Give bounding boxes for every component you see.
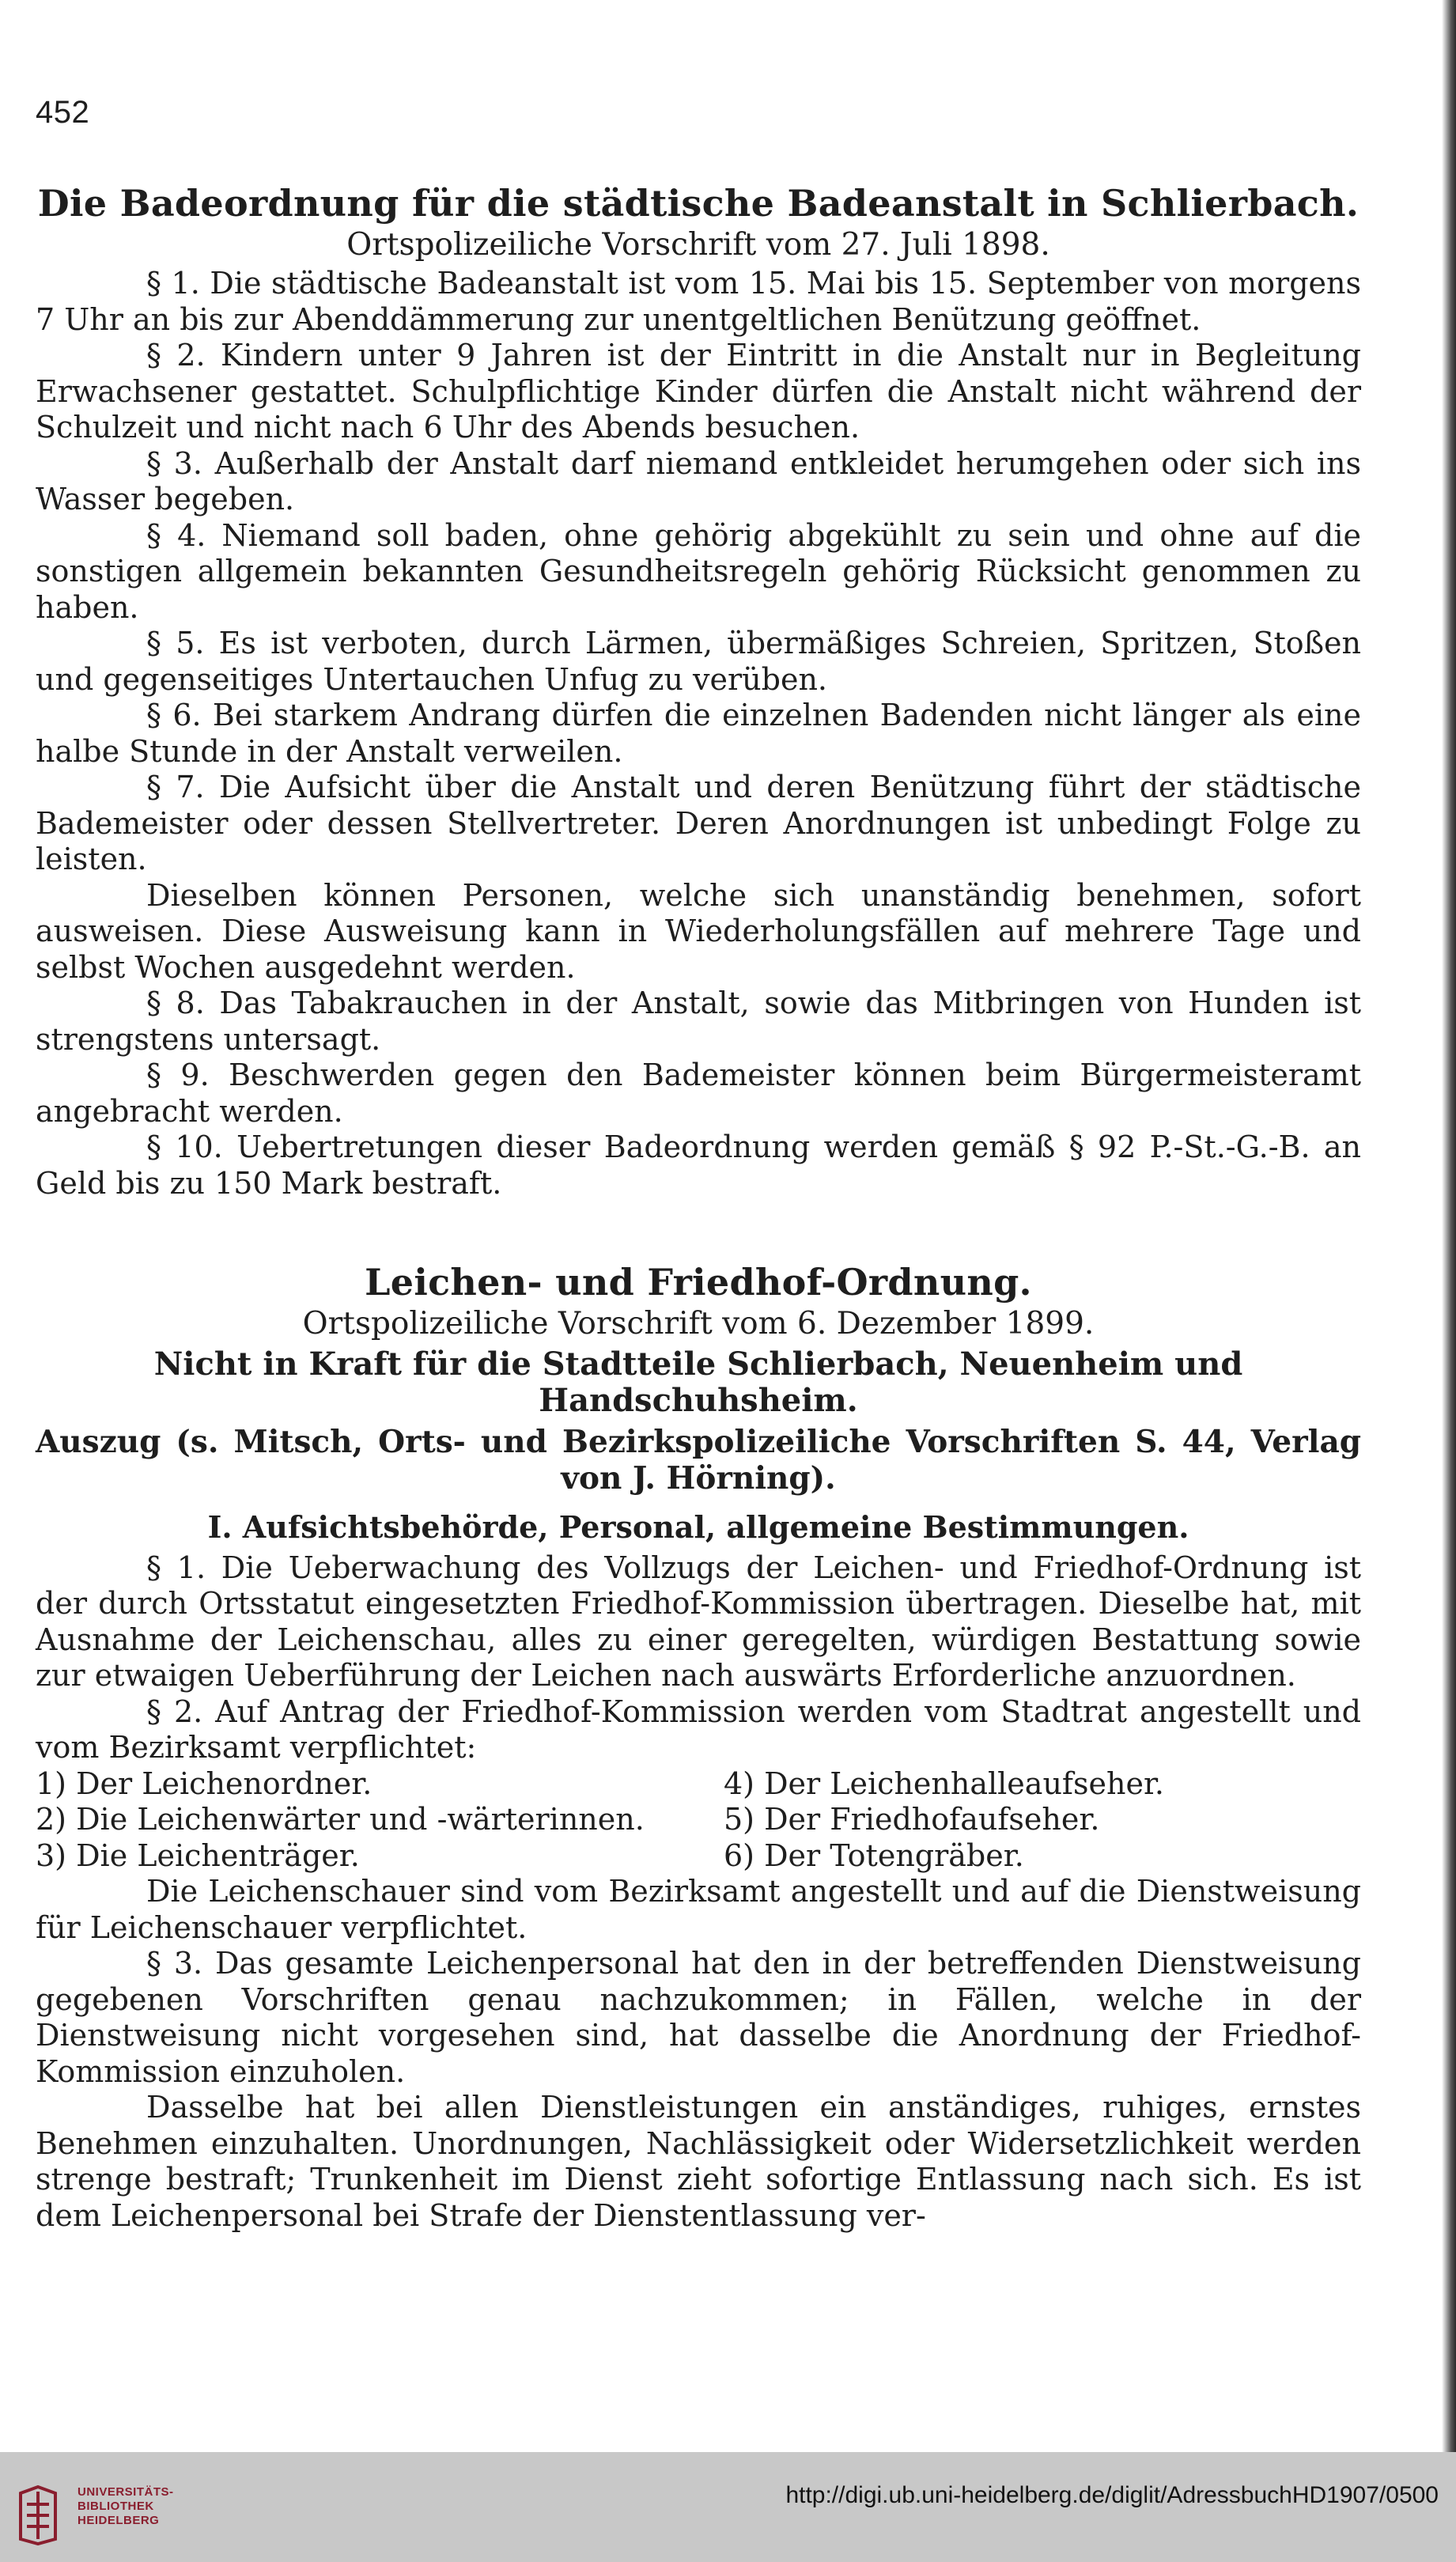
paragraph: § 4. Niemand soll baden, ohne gehörig abgekühlt zu sein und ohne auf die sonstigen allgemein bekannten Gesundheitsregeln gehörig Rücksicht genommen zu haben. [36, 517, 1361, 625]
library-name-line: UNIVERSITÄTS- [78, 2485, 174, 2499]
library-name [78, 2485, 174, 2528]
paragraph: § 5. Es ist verboten, durch Lärmen, übermäßiges Schreien, Spritzen, Stoßen und gegenseitiges Untertauchen Unfug zu verüben. [36, 626, 1361, 697]
library-name-line: HEIDELBERG [78, 2514, 160, 2527]
friedhofordnung-title: Leichen- und Friedhof-Ordnung. [365, 1261, 1032, 1304]
friedhofordnung-section [36, 1261, 1361, 2234]
paragraph: § 3. Außerhalb der Anstalt darf niemand entkleidet herumgehen oder sich ins Wasser begeben. [36, 445, 1361, 517]
paragraph: § 1. Die städtische Badeanstalt ist vom 15. Mai bis 15. September von morgens 7 Uhr an bis zur Abenddämmerung zur unentgeltlichen Benützung geöffnet. [36, 266, 1361, 337]
list-item: 1) Der Leichenordner. [36, 1765, 373, 1801]
paragraph: § 1. Die Ueberwachung des Vollzugs der Leichen- und Friedhof-Ordnung ist der durch Ortsstatut eingesetzten Friedhof-Kommission übertragen. Dieselbe hat, mit Ausnahme der Leichenschau, alles zu einer geregelten, würdigen Bestattung sowie zur etwaigen Ueberführung der Leichen nach auswärts Erforderliche anzuordnen. [36, 1550, 1361, 1693]
badeordnung-title: Die Badeordnung für die städtische Badeanstalt in Schlierbach. [37, 182, 1360, 225]
university-library-logo-icon [14, 2484, 62, 2547]
badeordnung-subtitle: Ortspolizeiliche Vorschrift vom 27. Juli 1898. [346, 226, 1050, 263]
paragraph: § 6. Bei starkem Andrang dürfen die einzelnen Badenden nicht länger als eine halbe Stunde in der Anstalt verweilen. [36, 698, 1361, 769]
list-item: 2) Die Leichenwärter und -wärterinnen. [36, 1802, 645, 1837]
list-item: 4) Der Leichenhalleaufseher. [724, 1765, 1165, 1801]
paragraph: § 10. Uebertretungen dieser Badeordnung werden gemäß § 92 P.-St.-G.-B. an Geld bis zu 150 Mark bestraft. [36, 1130, 1361, 1201]
paragraph: § 3. Das gesamte Leichenpersonal hat den in der betreffenden Dienstweisung gegebenen Vorschriften genau nachzukommen; in Fällen, welche in der Dienstweisung nicht vorgesehen sind, hat dasselbe die Anordnung der Friedhof-Kommission einzuholen. [36, 1946, 1361, 2089]
excerpt-source: Auszug (s. Mitsch, Orts- und Bezirkspolizeiliche Vorschriften S. 44, Verlag von J. Hörning). [36, 1424, 1361, 1497]
friedhofordnung-subtitle: Ortspolizeiliche Vorschrift vom 6. Dezember 1899. [302, 1305, 1095, 1342]
viewer-footer-bar [0, 2452, 1456, 2562]
badeordnung-section [36, 182, 1361, 1202]
page-edge-shadow [1442, 0, 1456, 2452]
library-name-line: BIBLIOTHEK [78, 2500, 154, 2513]
validity-note: Nicht in Kraft für die Stadtteile Schlierbach, Neuenheim und Handschuhsheim. [153, 1345, 1243, 1419]
paragraph: Dasselbe hat bei allen Dienstleistungen ein anständiges, ruhiges, ernstes Benehmen einzuhalten. Unordnungen, Nachlässigkeit oder Widersetzlichkeit werden strenge bestraft; Trunkenheit im Dienst zieht sofortige Entlassung nach sich. Es ist dem Leichenpersonal bei Strafe der Dienstentlassung ver- [36, 2090, 1361, 2233]
section-heading: I. Aufsichtsbehörde, Personal, allgemeine Bestimmungen. [207, 1509, 1189, 1545]
page-content [36, 182, 1361, 2234]
paragraph: § 2. Kindern unter 9 Jahren ist der Eintritt in die Anstalt nur in Begleitung Erwachsener gestattet. Schulpflichtige Kinder dürfen die Anstalt nicht während der Schulzeit und nicht nach 6 Uhr des Abends besuchen. [36, 338, 1361, 445]
list-item: 5) Der Friedhofaufseher. [724, 1802, 1100, 1837]
paragraph: Die Leichenschauer sind vom Bezirksamt angestellt und auf die Dienstweisung für Leichenschauer verpflichtet. [36, 1874, 1361, 1945]
paragraph: § 2. Auf Antrag der Friedhof-Kommission werden vom Stadtrat angestellt und vom Bezirksamt verpflichtet: [36, 1693, 1361, 1765]
paragraph: § 8. Das Tabakrauchen in der Anstalt, sowie das Mitbringen von Hunden ist strengstens untersagt. [36, 986, 1361, 1057]
page-number: 452 [36, 95, 90, 130]
list-item: 6) Der Totengräber. [724, 1837, 1024, 1873]
paragraph: Dieselben können Personen, welche sich unanständig benehmen, sofort ausweisen. Diese Ausweisung kann in Wiederholungsfällen auf mehrere Tage und selbst Wochen ausgedehnt werden. [36, 877, 1361, 985]
personnel-list [36, 1766, 1361, 1875]
source-url-link[interactable]: http://digi.ub.uni-heidelberg.de/diglit/AdressbuchHD1907/0500 [785, 2482, 1439, 2508]
paragraph: § 7. Die Aufsicht über die Anstalt und deren Benützung führt der städtische Bademeister oder dessen Stellvertreter. Deren Anordnungen ist unbedingt Folge zu leisten. [36, 770, 1361, 876]
paragraph: § 9. Beschwerden gegen den Bademeister können beim Bürgermeisteramt angebracht werden. [36, 1058, 1361, 1129]
list-item: 3) Die Leichenträger. [36, 1837, 360, 1873]
